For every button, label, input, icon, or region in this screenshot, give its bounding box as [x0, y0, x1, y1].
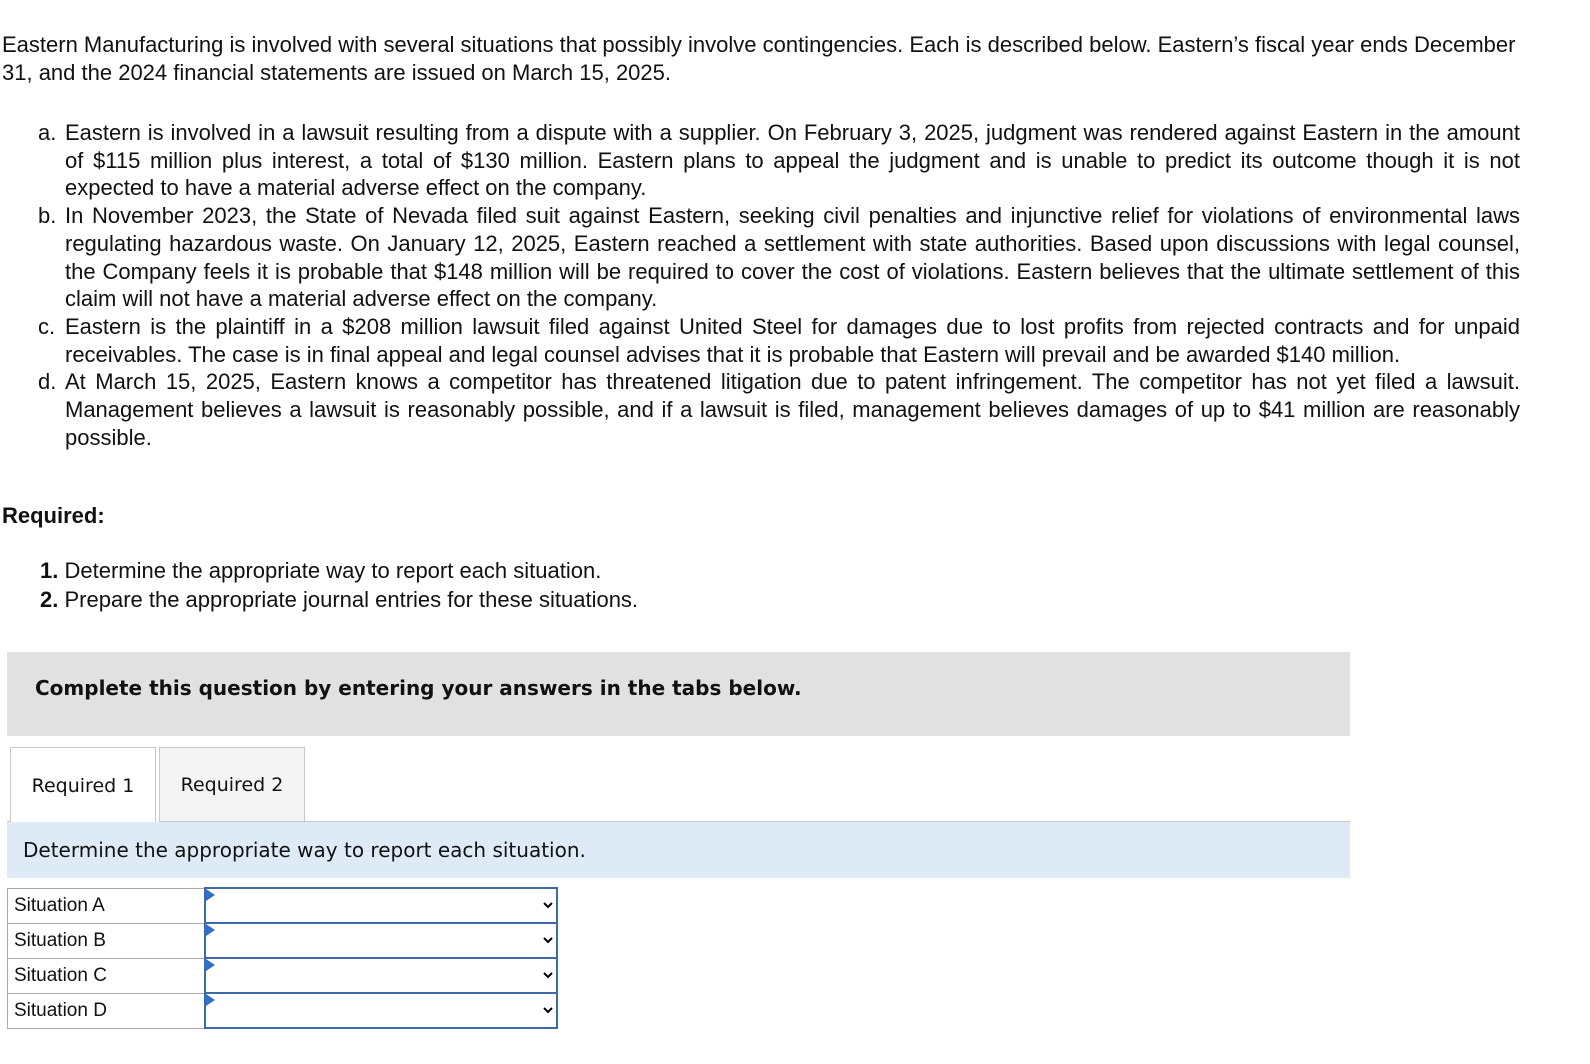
situation-a-answer-cell[interactable]: [205, 888, 557, 923]
tab-required-2[interactable]: Required 2: [159, 747, 305, 822]
intro-paragraph: Eastern Manufacturing is involved with several situations that possibly involve contingencies. Each is described below. Eastern’s fiscal year ends December 31, and the 2024 financial statements are issued on March 15, 2025.: [2, 32, 1516, 85]
item-text: Eastern is involved in a lawsuit resulting from a dispute with a supplier. On February 3, 2025, judgment was rendered against Eastern in the amount of $115 million plus interest, a total of $130 million. Eastern plans to appeal the judgment and is unable to predict its outcome though it is not expected to have a material adverse effect on the company.: [65, 120, 1520, 201]
table-row: [8, 923, 557, 958]
dropdown-indicator-icon: [206, 889, 215, 901]
situation-c-select[interactable]: [206, 960, 556, 991]
list-item: [38, 202, 1520, 313]
banner-text: Complete this question by entering your answers in the tabs below.: [35, 676, 802, 700]
table-row: [8, 888, 557, 923]
tab-required-1[interactable]: Required 1: [10, 747, 156, 823]
item-text: In November 2023, the State of Nevada filed suit against Eastern, seeking civil penalties and injunctive relief for violations of environmental laws regulating hazardous waste. On January 12, 2025, Eastern reached a settlement with state authorities. Based upon discussions with legal counsel, the Company feels it is probable that $148 million will be required to cover the cost of violations. Eastern believes that the ultimate settlement of this claim will not have a material adverse effect on the company.: [65, 203, 1520, 312]
situation-label: Situation C: [8, 958, 205, 993]
situation-b-answer-cell[interactable]: [205, 923, 557, 958]
item-number: 2.: [40, 587, 59, 612]
dropdown-indicator-icon: [206, 994, 215, 1006]
instructions-banner: [7, 652, 1350, 736]
table-row: [8, 958, 557, 993]
situation-label: Situation B: [8, 923, 205, 958]
item-marker: a.: [38, 120, 57, 145]
list-item: [40, 585, 638, 614]
situation-label: Situation D: [8, 993, 205, 1028]
answer-table: [7, 887, 558, 1029]
item-number: 1.: [40, 558, 59, 583]
list-item: [38, 119, 1520, 202]
required-list: [40, 556, 638, 614]
situation-list: [38, 119, 1520, 451]
item-text: At March 15, 2025, Eastern knows a competitor has threatened litigation due to patent infringement. The competitor has not yet filed a lawsuit. Management believes a lawsuit is reasonably possible, and if a lawsuit is filed, management believes damages of up to $41 million are reasonably possible.: [65, 369, 1520, 450]
list-item: [38, 368, 1520, 451]
item-marker: c.: [38, 313, 56, 339]
list-item: [38, 313, 1520, 368]
situation-d-select[interactable]: [206, 995, 556, 1026]
list-item: [40, 556, 638, 585]
required-heading: Required:: [2, 503, 105, 528]
situation-label: Situation A: [8, 888, 205, 923]
situation-a-select[interactable]: [206, 890, 556, 921]
dropdown-indicator-icon: [206, 959, 215, 971]
item-text: Determine the appropriate way to report each situation.: [64, 558, 602, 583]
tab-instruction-bar: [7, 822, 1350, 878]
item-marker: d.: [38, 369, 57, 395]
item-text: Eastern is the plaintiff in a $208 million lawsuit filed against United Steel for damages due to lost profits from rejected contracts and for unpaid receivables. The case is in final appeal and legal counsel advises that it is probable that Eastern will prevail and be awarded $140 million.: [65, 313, 1520, 367]
dropdown-indicator-icon: [206, 924, 215, 936]
situation-c-answer-cell[interactable]: [205, 958, 557, 993]
item-text: Prepare the appropriate journal entries for these situations.: [64, 587, 639, 612]
situation-d-answer-cell[interactable]: [205, 993, 557, 1028]
situation-b-select[interactable]: [206, 925, 556, 956]
table-row: [8, 993, 557, 1028]
instruction-text: Determine the appropriate way to report each situation.: [23, 838, 586, 862]
item-marker: b.: [38, 203, 57, 229]
